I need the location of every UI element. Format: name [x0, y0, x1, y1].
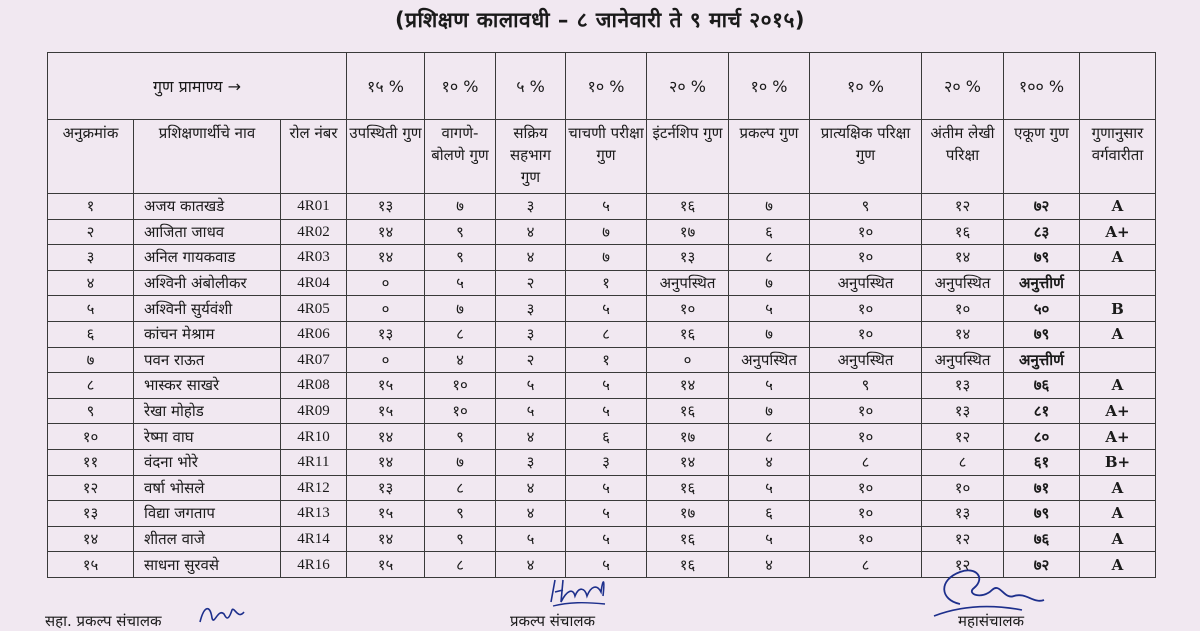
table-row	[48, 296, 1156, 322]
cell-participation: ४	[496, 424, 566, 450]
cell-speaking: ७	[425, 296, 496, 322]
cell-project: ७	[729, 321, 810, 347]
cell-total: ७९	[1004, 245, 1080, 271]
cell-serial: १	[48, 194, 134, 220]
cell-test: ५	[566, 475, 647, 501]
cell-project: ४	[729, 552, 810, 578]
cell-final: १२	[922, 194, 1004, 220]
cell-name: रेखा मोहोड	[134, 398, 281, 424]
weight-final: २० %	[922, 53, 1004, 120]
cell-name: पवन राऊत	[134, 347, 281, 373]
cell-total: ८०	[1004, 424, 1080, 450]
cell-grade: B+	[1080, 449, 1156, 475]
cell-internship: १६	[647, 398, 729, 424]
cell-roll: 4R16	[281, 552, 347, 578]
cell-internship: १७	[647, 424, 729, 450]
cell-serial: १२	[48, 475, 134, 501]
project-director-signature	[545, 572, 609, 612]
weight-grade-empty	[1080, 53, 1156, 120]
cell-attendance: १३	[347, 321, 425, 347]
cell-grade: A	[1080, 373, 1156, 399]
cell-serial: ११	[48, 449, 134, 475]
cell-test: ५	[566, 194, 647, 220]
cell-test: ३	[566, 449, 647, 475]
cell-serial: १३	[48, 501, 134, 527]
cell-total: ७१	[1004, 475, 1080, 501]
cell-project: ७	[729, 270, 810, 296]
cell-test: ६	[566, 424, 647, 450]
cell-roll: 4R01	[281, 194, 347, 220]
cell-total: ५०	[1004, 296, 1080, 322]
cell-project: ७	[729, 398, 810, 424]
cell-serial: ७	[48, 347, 134, 373]
cell-attendance: १५	[347, 398, 425, 424]
project-director-label: प्रकल्प संचालक	[510, 612, 596, 630]
table-row	[48, 424, 1156, 450]
cell-participation: ३	[496, 296, 566, 322]
header-internship: इंटर्नशिप गुण	[647, 120, 729, 194]
cell-speaking: ७	[425, 194, 496, 220]
cell-roll: 4R13	[281, 501, 347, 527]
weight-test: १० %	[566, 53, 647, 120]
table-row	[48, 270, 1156, 296]
cell-name: अनिल गायकवाड	[134, 245, 281, 271]
cell-speaking: ९	[425, 501, 496, 527]
cell-grade	[1080, 347, 1156, 373]
cell-internship: अनुपस्थित	[647, 270, 729, 296]
cell-final: १२	[922, 424, 1004, 450]
assistant-director-signature	[196, 596, 252, 630]
cell-total: ७६	[1004, 526, 1080, 552]
cell-serial: ५	[48, 296, 134, 322]
header-name: प्रशिक्षणार्थीचे नाव	[134, 120, 281, 194]
cell-name: कांचन मेश्राम	[134, 321, 281, 347]
cell-name: अश्विनी अंबोलीकर	[134, 270, 281, 296]
table-row	[48, 501, 1156, 527]
cell-internship: १३	[647, 245, 729, 271]
cell-participation: २	[496, 270, 566, 296]
header-attendance: उपस्थिती गुण	[347, 120, 425, 194]
cell-participation: ४	[496, 552, 566, 578]
cell-grade: A	[1080, 194, 1156, 220]
cell-total: ६१	[1004, 449, 1080, 475]
cell-internship: १६	[647, 526, 729, 552]
cell-project: ५	[729, 373, 810, 399]
cell-participation: ४	[496, 501, 566, 527]
cell-attendance: १३	[347, 194, 425, 220]
cell-name: आजिता जाधव	[134, 219, 281, 245]
cell-practical: अनुपस्थित	[810, 347, 922, 373]
cell-roll: 4R06	[281, 321, 347, 347]
table-body	[48, 194, 1156, 578]
cell-speaking: ५	[425, 270, 496, 296]
header-serial: अनुक्रमांक	[48, 120, 134, 194]
cell-roll: 4R02	[281, 219, 347, 245]
cell-attendance: १४	[347, 424, 425, 450]
cell-serial: ४	[48, 270, 134, 296]
weight-internship: २० %	[647, 53, 729, 120]
cell-test: १	[566, 347, 647, 373]
cell-grade: A+	[1080, 398, 1156, 424]
cell-internship: १६	[647, 475, 729, 501]
cell-project: ५	[729, 526, 810, 552]
cell-name: वंदना भोरे	[134, 449, 281, 475]
cell-final: १४	[922, 245, 1004, 271]
cell-internship: १६	[647, 552, 729, 578]
cell-practical: १०	[810, 475, 922, 501]
cell-practical: १०	[810, 424, 922, 450]
cell-final: अनुपस्थित	[922, 270, 1004, 296]
cell-speaking: ९	[425, 424, 496, 450]
cell-project: ६	[729, 501, 810, 527]
cell-speaking: १०	[425, 373, 496, 399]
cell-total: ७२	[1004, 552, 1080, 578]
cell-participation: २	[496, 347, 566, 373]
cell-attendance: १४	[347, 449, 425, 475]
cell-grade: A	[1080, 552, 1156, 578]
cell-grade: A+	[1080, 424, 1156, 450]
cell-attendance: १४	[347, 245, 425, 271]
cell-speaking: ८	[425, 552, 496, 578]
cell-name: शीतल वाजे	[134, 526, 281, 552]
cell-participation: ३	[496, 194, 566, 220]
cell-test: ५	[566, 526, 647, 552]
weightage-row	[48, 53, 1156, 120]
cell-internship: १०	[647, 296, 729, 322]
weight-total: १०० %	[1004, 53, 1080, 120]
cell-total: ७९	[1004, 501, 1080, 527]
cell-internship: १७	[647, 501, 729, 527]
table-row	[48, 373, 1156, 399]
cell-test: ५	[566, 398, 647, 424]
cell-project: ७	[729, 194, 810, 220]
cell-serial: ३	[48, 245, 134, 271]
cell-test: ५	[566, 373, 647, 399]
header-practical: प्रात्यक्षिक परिक्षा गुण	[810, 120, 922, 194]
table-row	[48, 245, 1156, 271]
weight-participation: ५ %	[496, 53, 566, 120]
cell-roll: 4R05	[281, 296, 347, 322]
cell-practical: ९	[810, 194, 922, 220]
cell-attendance: १५	[347, 373, 425, 399]
header-participation: सक्रिय सहभाग गुण	[496, 120, 566, 194]
cell-speaking: ८	[425, 321, 496, 347]
table-row	[48, 347, 1156, 373]
header-test: चाचणी परीक्षा गुण	[566, 120, 647, 194]
cell-participation: ५	[496, 526, 566, 552]
cell-speaking: ४	[425, 347, 496, 373]
cell-name: भास्कर साखरे	[134, 373, 281, 399]
cell-total: अनुत्तीर्ण	[1004, 270, 1080, 296]
cell-internship: १६	[647, 194, 729, 220]
cell-grade	[1080, 270, 1156, 296]
cell-name: साधना सुरवसे	[134, 552, 281, 578]
cell-internship: १४	[647, 373, 729, 399]
weightage-label: गुण प्रामाण्य →	[48, 53, 347, 120]
cell-speaking: ८	[425, 475, 496, 501]
cell-participation: ४	[496, 245, 566, 271]
cell-serial: १५	[48, 552, 134, 578]
cell-roll: 4R07	[281, 347, 347, 373]
cell-internship: ०	[647, 347, 729, 373]
director-general-label: महासंचालक	[958, 612, 1025, 630]
cell-attendance: ०	[347, 296, 425, 322]
cell-internship: १४	[647, 449, 729, 475]
header-roll: रोल नंबर	[281, 120, 347, 194]
cell-attendance: १५	[347, 501, 425, 527]
cell-roll: 4R03	[281, 245, 347, 271]
cell-practical: १०	[810, 501, 922, 527]
cell-test: ५	[566, 501, 647, 527]
cell-roll: 4R04	[281, 270, 347, 296]
cell-internship: १६	[647, 321, 729, 347]
cell-name: रेष्मा वाघ	[134, 424, 281, 450]
cell-project: ६	[729, 219, 810, 245]
cell-project: ४	[729, 449, 810, 475]
header-total: एकूण गुण	[1004, 120, 1080, 194]
cell-internship: १७	[647, 219, 729, 245]
weight-speaking: १० %	[425, 53, 496, 120]
cell-grade: A	[1080, 501, 1156, 527]
cell-attendance: १५	[347, 552, 425, 578]
cell-final: १३	[922, 398, 1004, 424]
cell-final: १०	[922, 475, 1004, 501]
cell-participation: ४	[496, 219, 566, 245]
cell-test: ७	[566, 245, 647, 271]
cell-name: वर्षा भोसले	[134, 475, 281, 501]
cell-project: ५	[729, 475, 810, 501]
cell-roll: 4R09	[281, 398, 347, 424]
cell-project: ५	[729, 296, 810, 322]
header-final: अंतीम लेखी परिक्षा	[922, 120, 1004, 194]
cell-final: १२	[922, 526, 1004, 552]
cell-total: अनुत्तीर्ण	[1004, 347, 1080, 373]
weight-practical: १० %	[810, 53, 922, 120]
cell-serial: १०	[48, 424, 134, 450]
header-row	[48, 120, 1156, 194]
cell-attendance: १४	[347, 526, 425, 552]
cell-attendance: १३	[347, 475, 425, 501]
cell-participation: ४	[496, 475, 566, 501]
cell-final: ८	[922, 449, 1004, 475]
cell-practical: ९	[810, 373, 922, 399]
page-title: (प्रशिक्षण कालावधी – ८ जानेवारी ते ९ मार्च २०१५)	[394, 8, 805, 32]
table-row	[48, 475, 1156, 501]
cell-serial: ८	[48, 373, 134, 399]
cell-grade: A	[1080, 321, 1156, 347]
cell-grade: A	[1080, 245, 1156, 271]
cell-practical: १०	[810, 321, 922, 347]
cell-project: ८	[729, 245, 810, 271]
weight-attendance: १५ %	[347, 53, 425, 120]
header-speaking: वागणे-बोलणे गुण	[425, 120, 496, 194]
cell-roll: 4R14	[281, 526, 347, 552]
marks-table	[47, 52, 1156, 578]
weight-project: १० %	[729, 53, 810, 120]
cell-final: १३	[922, 373, 1004, 399]
cell-project: ८	[729, 424, 810, 450]
cell-name: अश्विनी सुर्यवंशी	[134, 296, 281, 322]
cell-test: १	[566, 270, 647, 296]
cell-final: १३	[922, 501, 1004, 527]
table-row	[48, 398, 1156, 424]
cell-total: ८३	[1004, 219, 1080, 245]
cell-total: ७९	[1004, 321, 1080, 347]
assistant-director-label: सहा. प्रकल्प संचालक	[45, 612, 162, 630]
cell-final: १०	[922, 296, 1004, 322]
cell-total: ७२	[1004, 194, 1080, 220]
cell-participation: ३	[496, 321, 566, 347]
cell-serial: ६	[48, 321, 134, 347]
cell-name: विद्या जगताप	[134, 501, 281, 527]
cell-serial: २	[48, 219, 134, 245]
cell-serial: ९	[48, 398, 134, 424]
cell-participation: ५	[496, 398, 566, 424]
cell-attendance: ०	[347, 347, 425, 373]
cell-speaking: ९	[425, 526, 496, 552]
cell-serial: १४	[48, 526, 134, 552]
cell-grade: B	[1080, 296, 1156, 322]
cell-roll: 4R10	[281, 424, 347, 450]
cell-speaking: ९	[425, 245, 496, 271]
cell-practical: ८	[810, 449, 922, 475]
cell-participation: ३	[496, 449, 566, 475]
cell-practical: अनुपस्थित	[810, 270, 922, 296]
cell-grade: A+	[1080, 219, 1156, 245]
cell-practical: १०	[810, 296, 922, 322]
cell-total: ७६	[1004, 373, 1080, 399]
cell-speaking: ७	[425, 449, 496, 475]
cell-practical: १०	[810, 245, 922, 271]
table-row	[48, 219, 1156, 245]
cell-name: अजय कातखडे	[134, 194, 281, 220]
cell-practical: १०	[810, 526, 922, 552]
cell-speaking: १०	[425, 398, 496, 424]
cell-participation: ५	[496, 373, 566, 399]
cell-test: ८	[566, 321, 647, 347]
cell-test: ७	[566, 219, 647, 245]
cell-practical: १०	[810, 398, 922, 424]
cell-final: १२	[922, 552, 1004, 578]
cell-grade: A	[1080, 526, 1156, 552]
cell-total: ८१	[1004, 398, 1080, 424]
cell-attendance: १४	[347, 219, 425, 245]
cell-final: १४	[922, 321, 1004, 347]
cell-test: ५	[566, 296, 647, 322]
cell-roll: 4R12	[281, 475, 347, 501]
cell-roll: 4R08	[281, 373, 347, 399]
header-grade: गुणानुसार वर्गवारीता	[1080, 120, 1156, 194]
table-row	[48, 194, 1156, 220]
table-row	[48, 321, 1156, 347]
header-project: प्रकल्प गुण	[729, 120, 810, 194]
cell-practical: ८	[810, 552, 922, 578]
cell-test: ५	[566, 552, 647, 578]
table-row	[48, 526, 1156, 552]
cell-project: अनुपस्थित	[729, 347, 810, 373]
cell-final: अनुपस्थित	[922, 347, 1004, 373]
table-row	[48, 449, 1156, 475]
cell-roll: 4R11	[281, 449, 347, 475]
cell-grade: A	[1080, 475, 1156, 501]
cell-speaking: ९	[425, 219, 496, 245]
cell-final: १६	[922, 219, 1004, 245]
cell-practical: १०	[810, 219, 922, 245]
cell-attendance: ०	[347, 270, 425, 296]
